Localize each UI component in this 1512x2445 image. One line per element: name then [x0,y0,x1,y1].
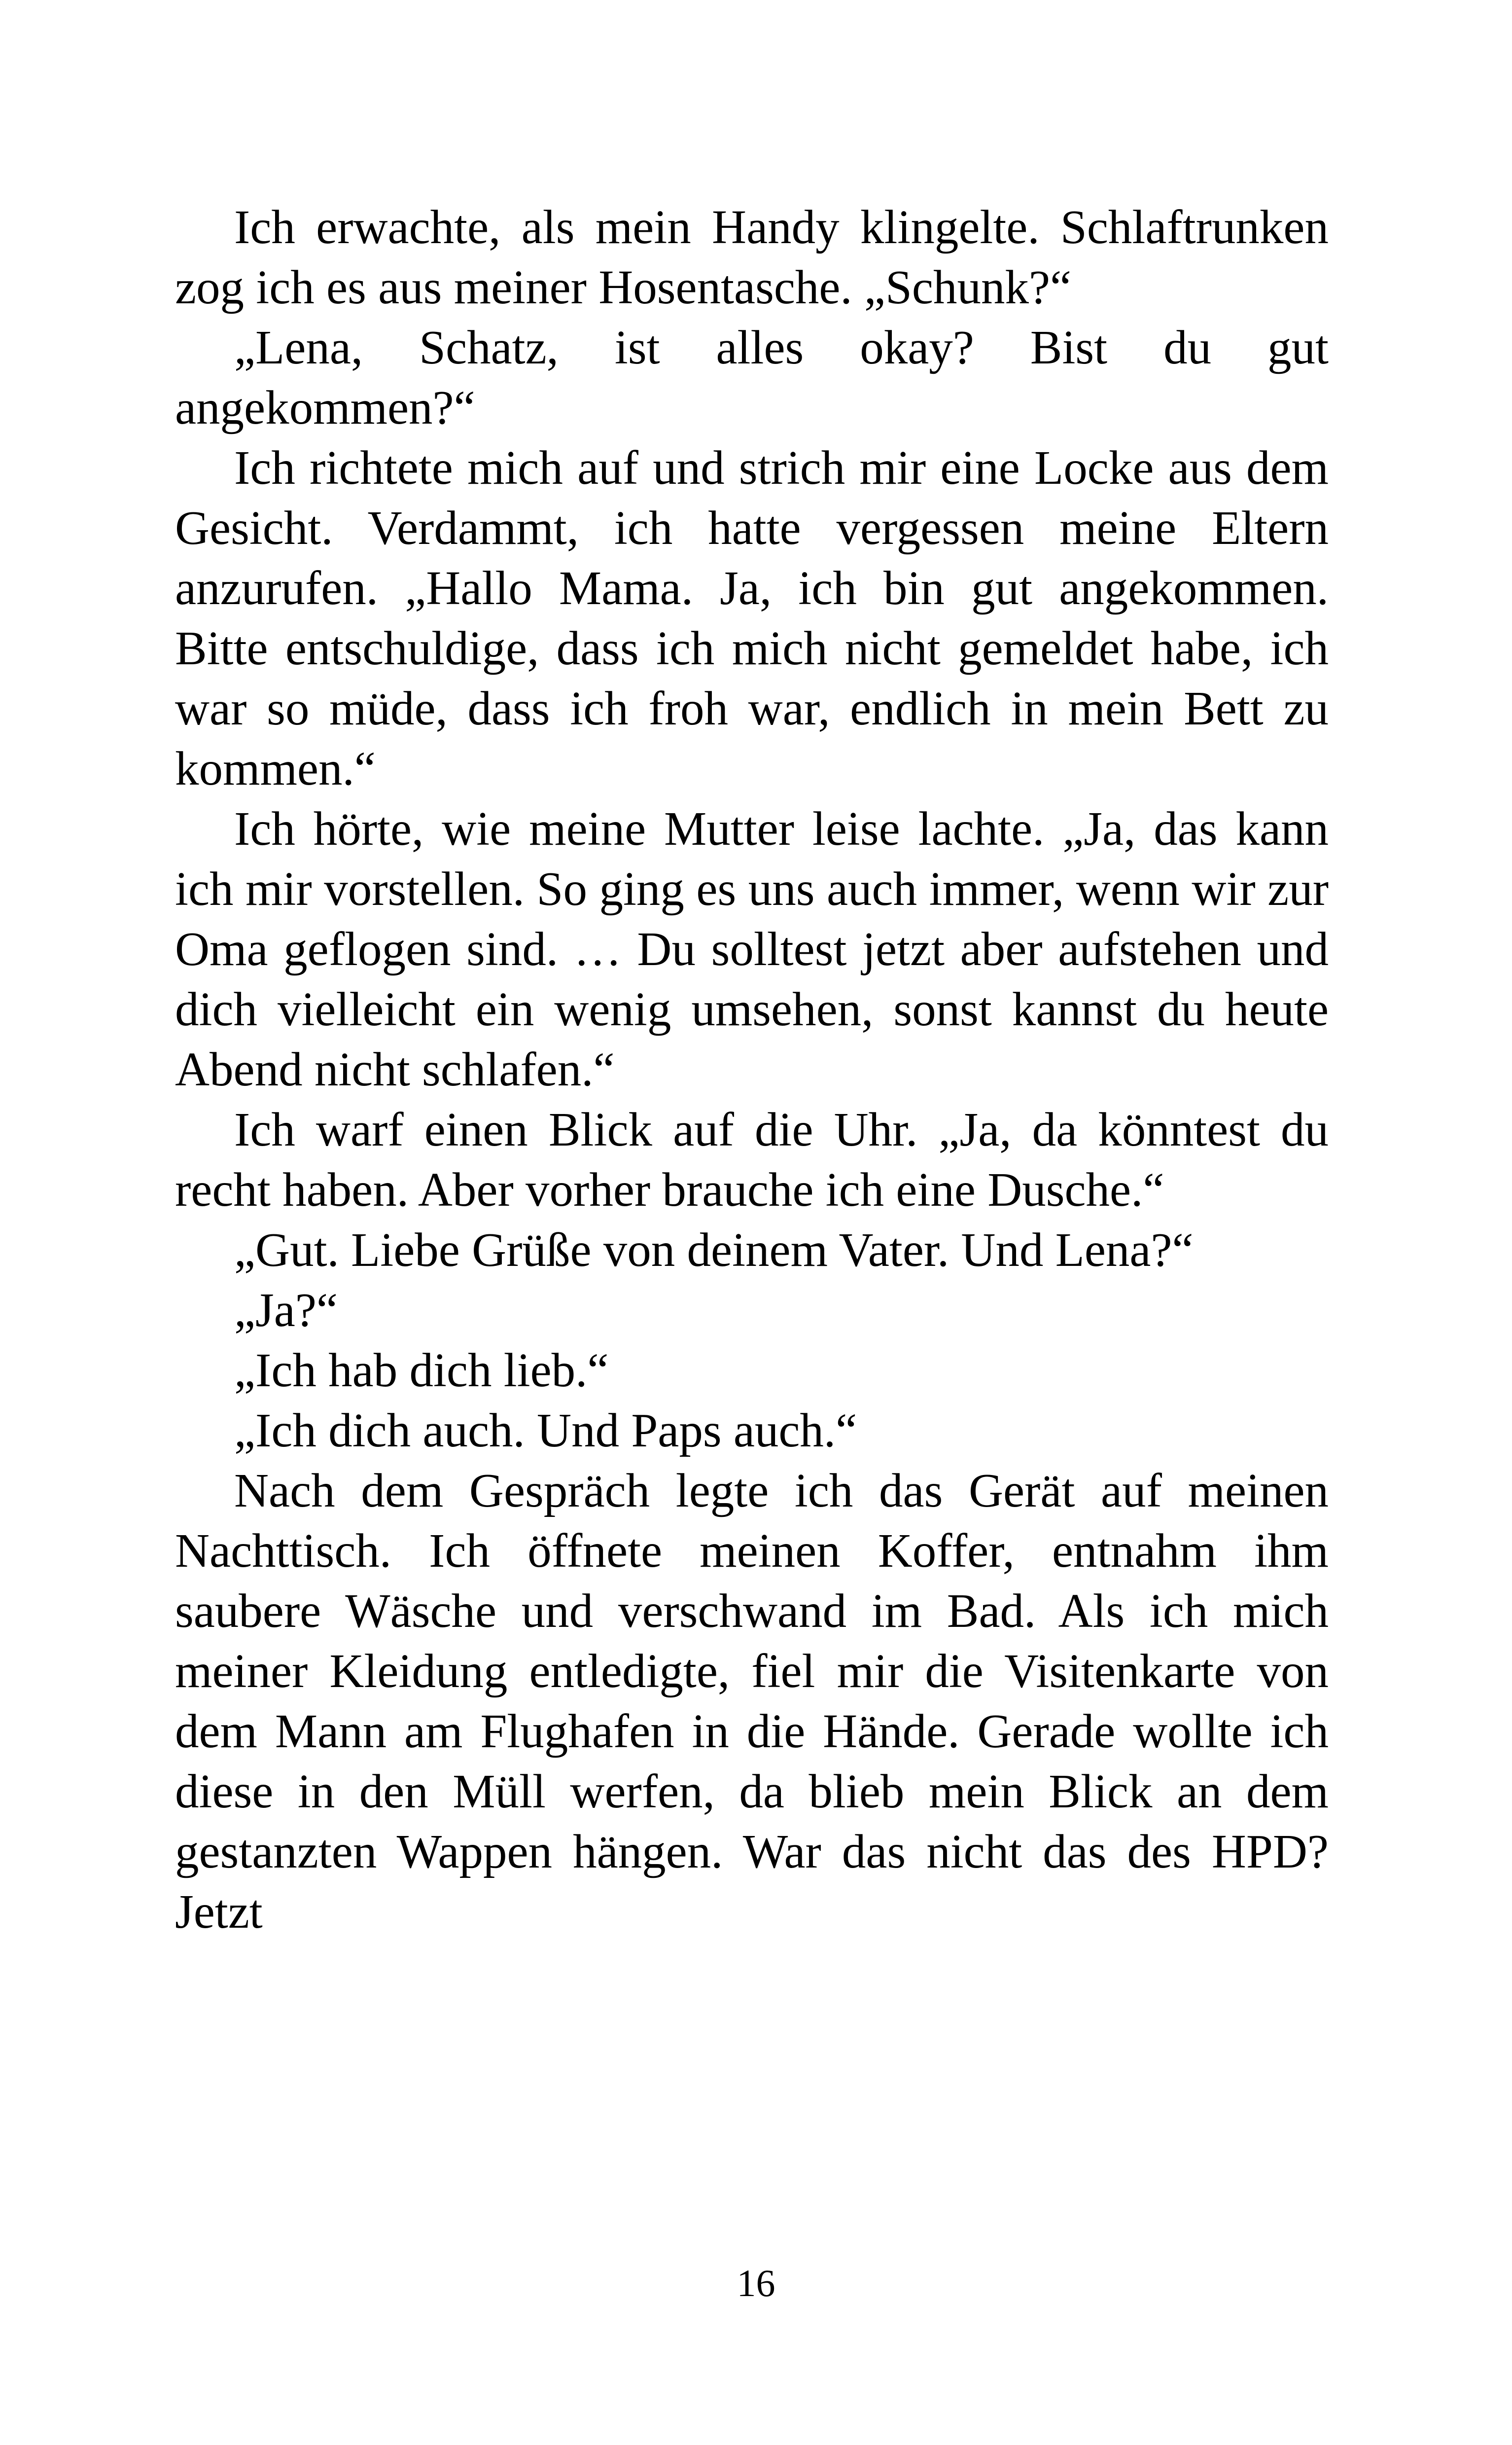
paragraph-7: „Ja?“ [234,1284,338,1336]
paragraph-3: Ich richtete mich auf und strich mir eine Locke aus dem Gesicht. Verdammt, ich hatte vergessen meine Eltern anzurufen. „Hallo Mama. Ja, ich bin gut angekommen. Bitte entschuldige, dass ich mich nicht gemeldet habe, ich war so müde, dass ich froh war, endlich in mein Bett zu kommen.“ [175,441,1329,795]
body-text [175,197,1329,1942]
paragraph-2: „Lena, Schatz, ist alles okay? Bist du gut angekommen?“ [175,321,1329,434]
paragraph-9: „Ich dich auch. Und Paps auch.“ [234,1404,857,1457]
paragraph-6: „Gut. Liebe Grüße von deinem Vater. Und Lena?“ [234,1223,1194,1276]
paragraph-5: Ich warf einen Blick auf die Uhr. „Ja, da könntest du recht haben. Aber vorher brauche ich eine Dusche.“ [175,1103,1329,1216]
paragraph-4: Ich hörte, wie meine Mutter leise lachte. „Ja, das kann ich mir vorstellen. So ging es uns auch immer, wenn wir zur Oma geflogen sind. … Du solltest jetzt aber aufstehen und dich vielleicht ein wenig umsehen, sonst kannst du heute Abend nicht schlafen.“ [175,802,1329,1096]
page-number: 16 [737,2262,775,2304]
paragraph-1: Ich erwachte, als mein Handy klingelte. Schlaftrunken zog ich es aus meiner Hosentasche. „Schunk?“ [175,201,1329,314]
paragraph-8: „Ich hab dich lieb.“ [234,1344,609,1397]
paragraph-10: Nach dem Gespräch legte ich das Gerät auf meinen Nachttisch. Ich öffnete meinen Koffer, entnahm ihm saubere Wäsche und verschwand im Bad. Als ich mich meiner Kleidung entledigte, fiel mir die Visitenkarte von dem Mann am Flughafen in die Hände. Gerade wollte ich diese in den Müll werfen, da blieb mein Blick an dem gestanzten Wappen hängen. War das nicht das des HPD? Jetzt [175,1464,1329,1938]
